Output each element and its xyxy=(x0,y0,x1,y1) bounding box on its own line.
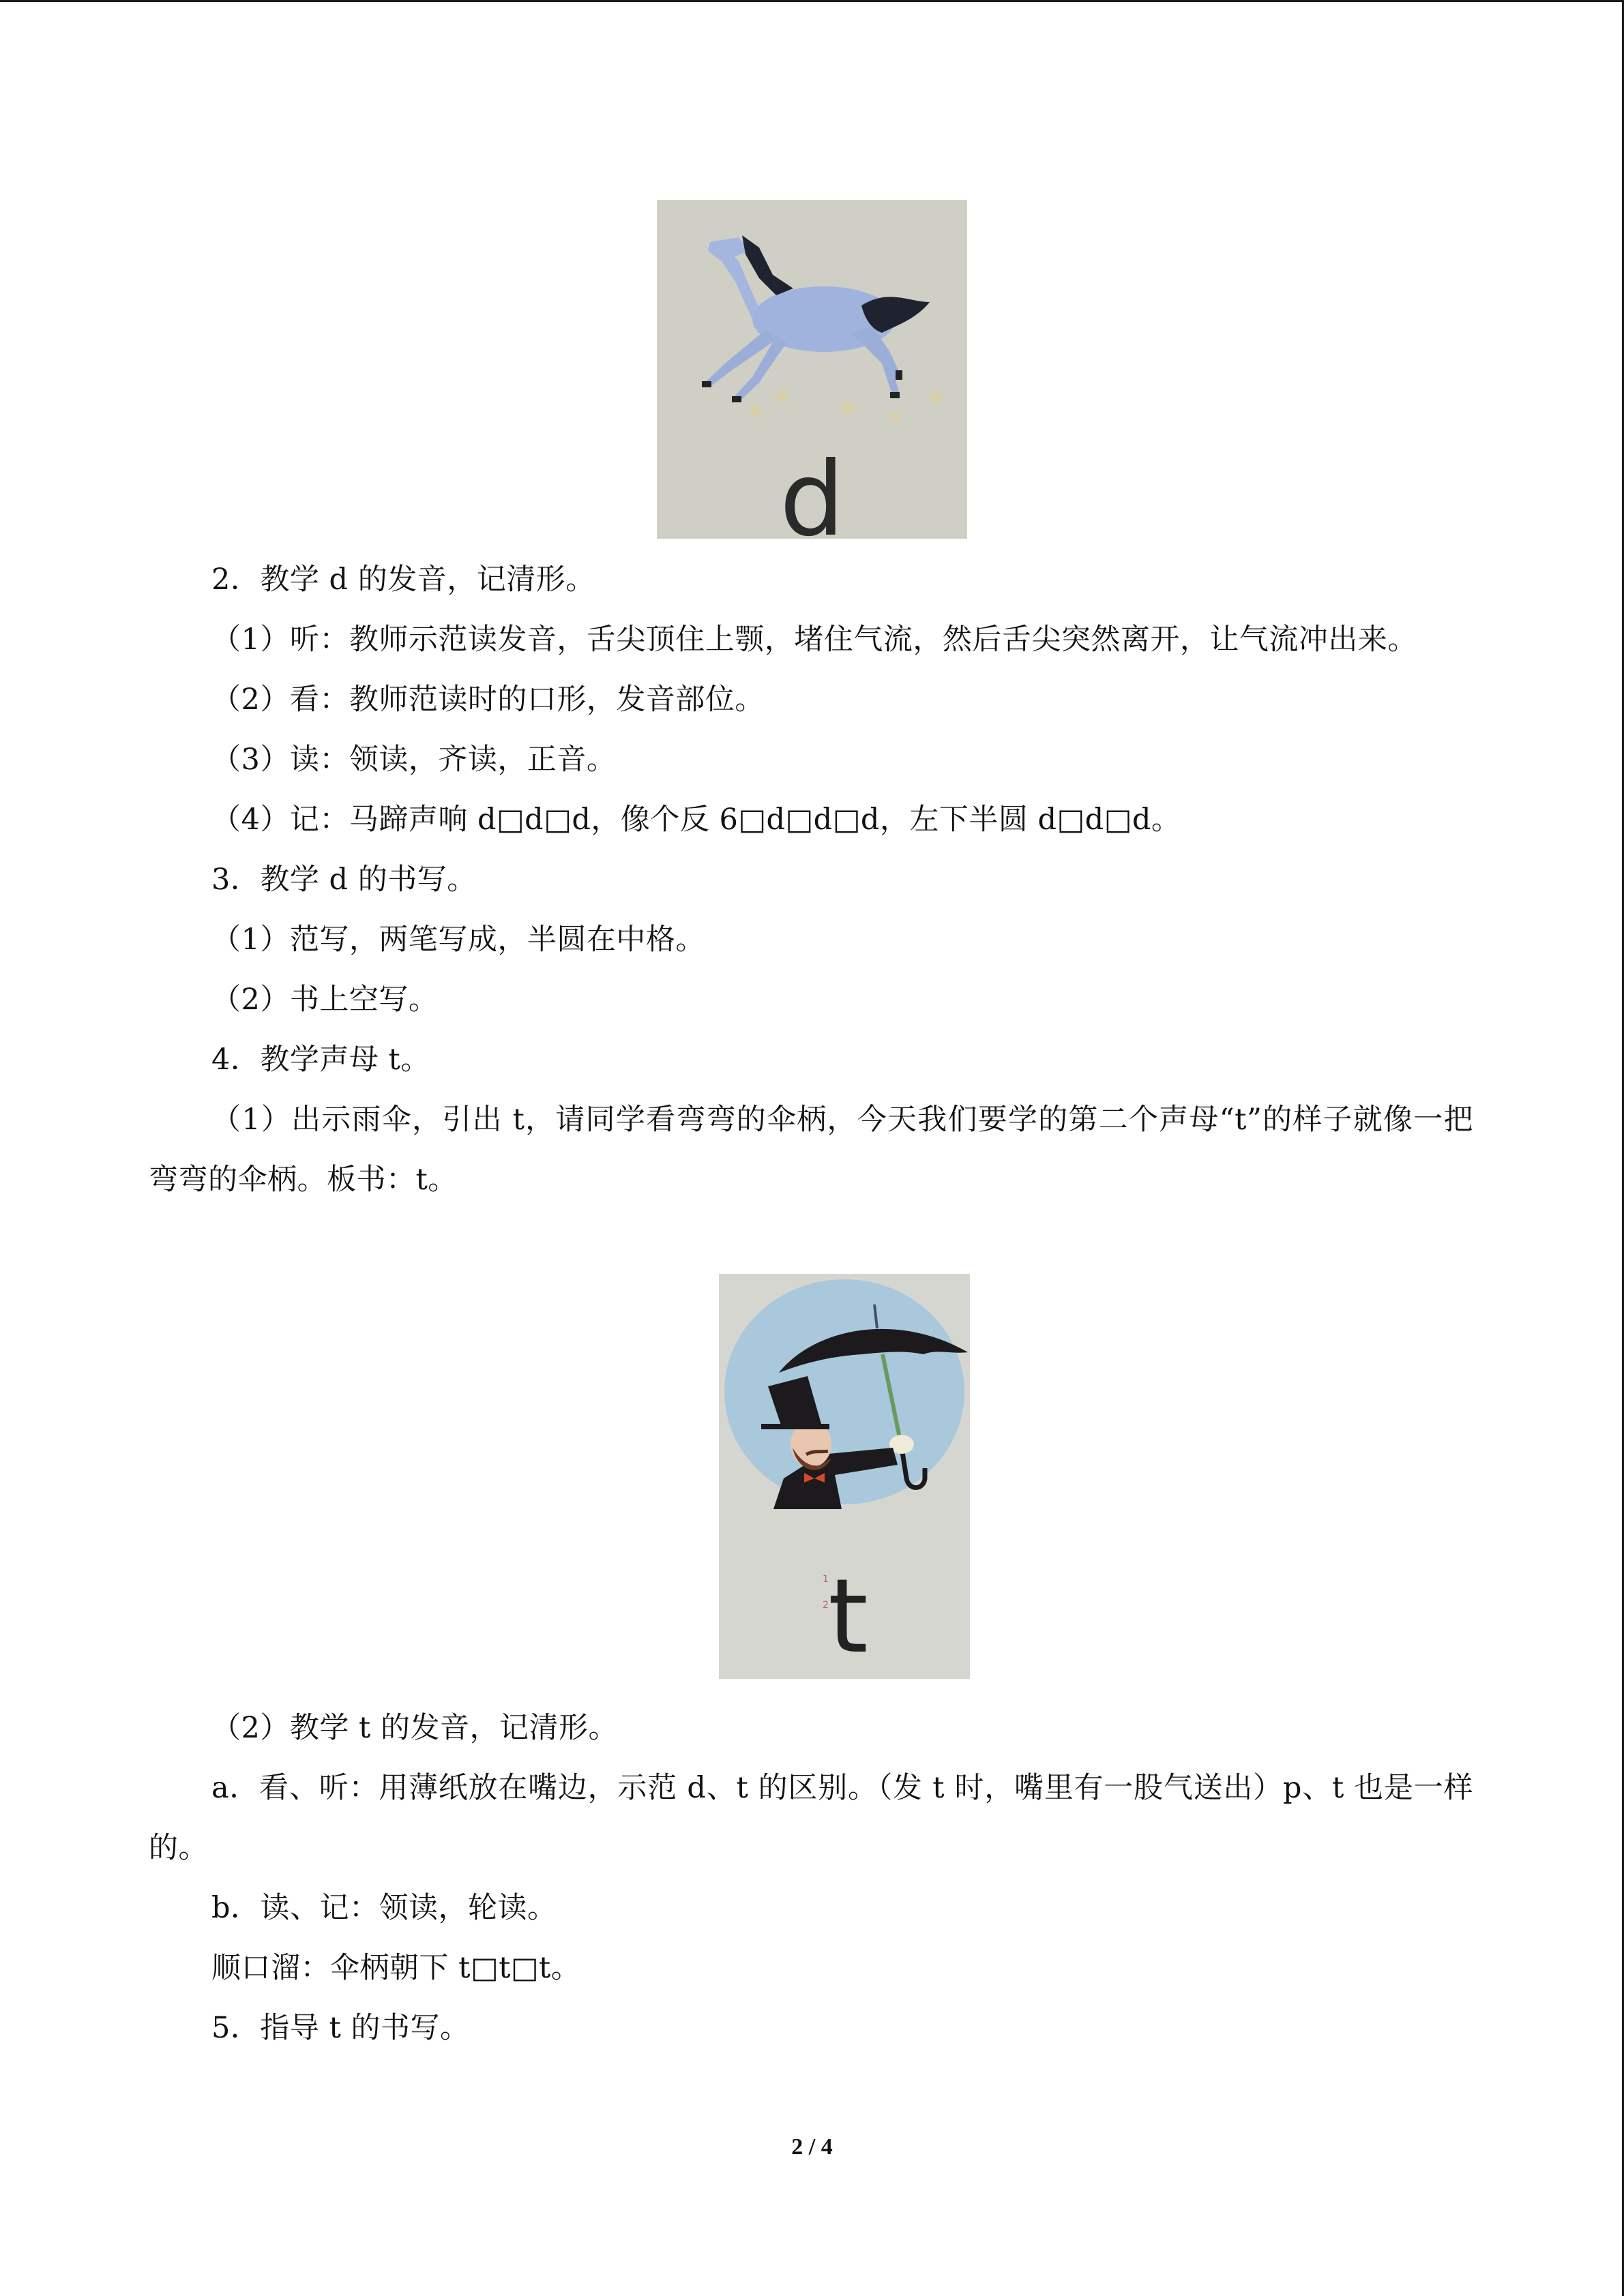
text-block-t xyxy=(149,1698,1473,2058)
step-remember: （4）记：马蹄声响 d□d□d，像个反 6□d□d□d，左下半圆 d□d□d。 xyxy=(211,803,1181,837)
heading-5-guide-t-writing: 5．指导 t 的书写。 xyxy=(211,2011,470,2045)
text-block-d xyxy=(149,550,1473,1210)
step-air-writing: （2）书上空写。 xyxy=(211,983,439,1017)
step-model-writing: （1）范写，两笔写成，半圆在中格。 xyxy=(211,923,705,957)
letter-t: t xyxy=(828,1557,868,1676)
letter-d: d xyxy=(780,441,845,539)
page-border-top xyxy=(0,0,1624,2)
step-b-read-remember: b．读、记：领读，轮读。 xyxy=(211,1891,557,1925)
stroke-number-1: 1 xyxy=(823,1574,829,1585)
step-read: （3）读：领读，齐读，正音。 xyxy=(211,743,617,777)
heading-4-teach-t: 4．教学声母 t。 xyxy=(211,1043,430,1077)
step-show-umbrella: （1）出示雨伞，引出 t，请同学看弯弯的伞柄，今天我们要学的第二个声母“t”的样子就像一把弯弯的伞柄。板书：t。 xyxy=(149,1103,1473,1197)
stroke-number-2: 2 xyxy=(823,1600,829,1611)
umbrella-man-illustration xyxy=(719,1274,970,1679)
step-look: （2）看：教师范读时的口形，发音部位。 xyxy=(211,683,765,717)
horse-illustration xyxy=(657,200,967,539)
step-teach-t-pronunciation: （2）教学 t 的发音，记清形。 xyxy=(211,1711,618,1745)
heading-3-teach-d-writing: 3．教学 d 的书写。 xyxy=(211,863,477,897)
rhyme: 顺口溜：伞柄朝下 t□t□t。 xyxy=(211,1951,581,1985)
page-number: 2 / 4 xyxy=(791,2134,833,2160)
step-listen: （1）听：教师示范读发音，舌尖顶住上颚，堵住气流，然后舌尖突然离开，让气流冲出来。 xyxy=(211,623,1417,657)
step-a-look-listen: a．看、听：用薄纸放在嘴边，示范 d、t 的区别。（发 t 时，嘴里有一股气送出）p、t 也是一样的。 xyxy=(149,1771,1473,1865)
heading-2-teach-d-pronunciation: 2．教学 d 的发音，记清形。 xyxy=(211,563,595,597)
